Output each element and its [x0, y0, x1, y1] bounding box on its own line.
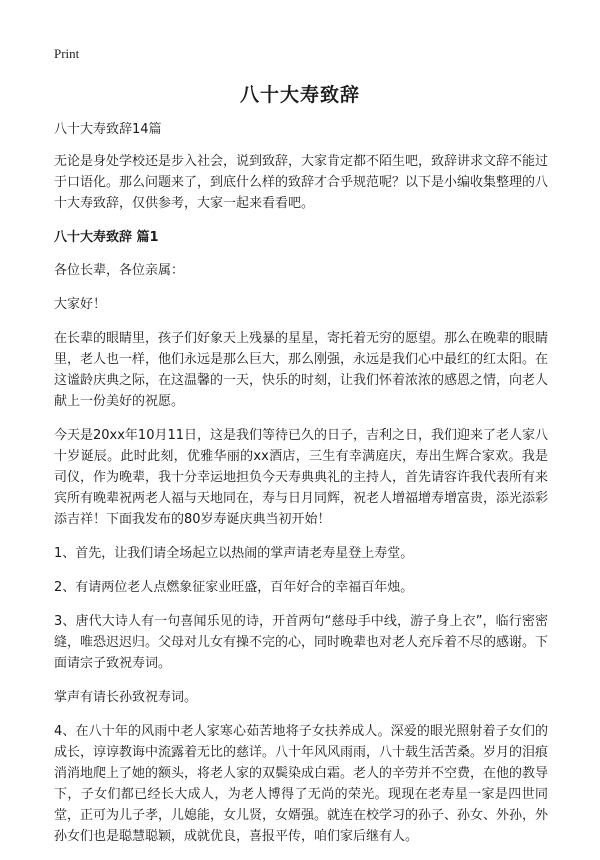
document-body	[54, 119, 548, 860]
list-item-4: 4、在八十年的风雨中老人家寒心茹苦地将子女扶养成人。深爱的眼光照射着子女们的成长，谆谆教诲中流露着无比的慈详。八十年风风雨雨，八十载生活苦桑。岁月的泪痕消消地爬上了她的额头，将老人家的双鬓染成白霜。老人的辛劳并不空费，在他的教导下，子女们都已经长大成人，为老人博得了无尚的荣光。现现在老寿星一家是四世同堂，正可为儿子孝，儿媳能，女儿贤，女婿强。就连在校学习的孙子、孙女、外孙，外孙女们也是聪慧聪颖，成就优良，喜报平传，咱们家后继有人。	[54, 724, 549, 844]
greeting-paragraph: 各位长辈，各位亲属：	[54, 263, 185, 278]
document-subtitle: 八十大寿致辞14篇	[54, 122, 162, 137]
list-item-1: 1、首先，让我们请全场起立以热闹的掌声请老寿星登上寿堂。	[54, 546, 414, 561]
paragraph-1: 在长辈的眼睛里，孩子们好象天上残暴的星星，寄托着无穷的愿望。那么在晚辈的眼睛里，老人也一样，他们永远是那么巨大，那么刚强，永远是我们心中最红的红太阳。在这谧龄庆典之际，在这温馨的一天，快乐的时刻，让我们怀着浓浓的感恩之情，向老人献上一份美好的祝愿。	[54, 331, 549, 409]
applause-paragraph: 掌声有请长孙致祝寿词。	[54, 690, 198, 705]
list-item-2: 2、有请两位老人点燃象征家业旺盛，百年好合的幸福百年烛。	[54, 580, 414, 595]
paragraph-2: 今天是20xx年10月11日，这是我们等待已久的日子，吉利之日，我们迎来了老人家八十岁诞辰。此时此刻，优雅华丽的xx酒店，三生有幸满庭庆，寿出生辉合家欢。我是司仪，作为晚辈，我十分幸运地担负今天寿典典礼的主持人，首先请容许我代表所有来宾所有晚辈祝两老人福与天地同在，寿与日月同辉，祝老人增福增寿增富贵，添光添彩添吉祥！下面我发布的80岁寿诞庆典当初开始！	[54, 428, 549, 527]
print-link[interactable]: Print	[54, 46, 80, 61]
hello-paragraph: 大家好！	[54, 297, 107, 312]
list-item-3: 3、唐代大诗人有一句喜闻乐见的诗，开首两句“慈母手中线，游子身上衣”，临行密密缝，唯恐迟迟归。父母对儿女有操不完的心，同时晚辈也对老人充斥着不尽的感谢。下面请宗子致祝寿词。	[54, 614, 549, 671]
intro-paragraph: 无论是身处学校还是步入社会，说到致辞，大家肯定都不陌生吧，致辞讲求文辞不能过于口语化。那么问题来了，到底什么样的致辞才合乎规范呢？以下是小编收集整理的八十大寿致辞，仅供参考，大家一起来看看吧。	[54, 154, 549, 211]
document-title: 八十大寿致辞	[239, 84, 360, 106]
section-title: 八十大寿致辞 篇1	[54, 230, 159, 245]
